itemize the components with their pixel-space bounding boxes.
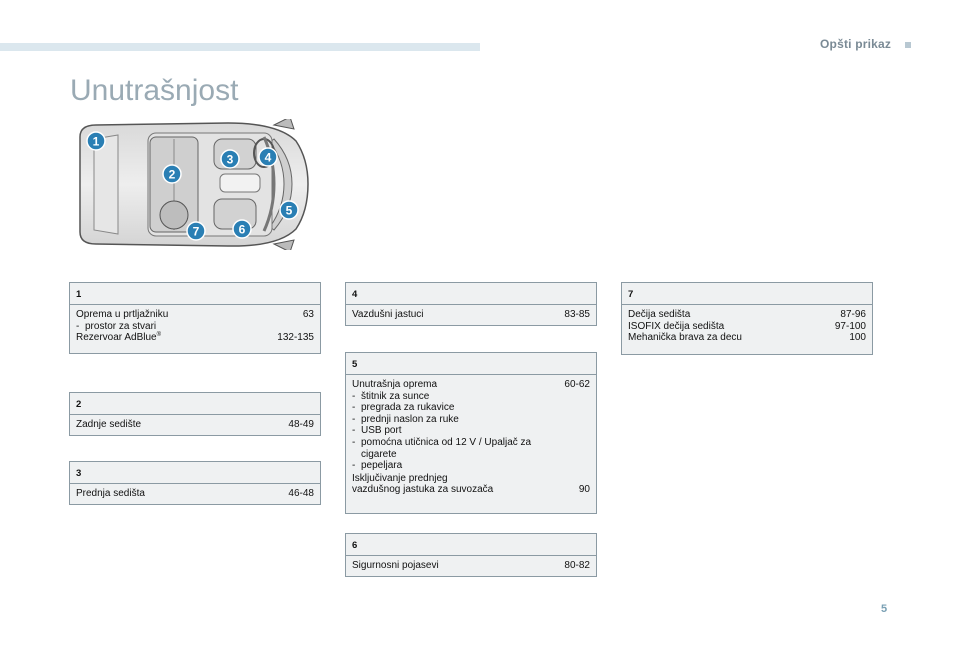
box-number: 6 xyxy=(346,534,596,556)
svg-text:1: 1 xyxy=(92,134,100,149)
callout-6 xyxy=(233,220,251,238)
list-item xyxy=(628,309,866,321)
list-item xyxy=(352,484,590,496)
page-ref: 63 xyxy=(302,309,314,320)
sub-item-label: USB port xyxy=(361,425,402,437)
callout-7 xyxy=(187,222,205,240)
item-label: Sigurnosni pojasevi xyxy=(352,560,439,571)
box-number: 5 xyxy=(346,353,596,375)
item-label: Unutrašnja oprema xyxy=(352,379,438,390)
page-number: 5 xyxy=(881,603,888,615)
info-box-1 xyxy=(69,282,321,354)
page-ref: 87-96 xyxy=(840,309,866,320)
sub-item: - štitnik za sunce xyxy=(352,390,430,402)
svg-text:5: 5 xyxy=(285,203,293,218)
svg-text:3: 3 xyxy=(226,152,234,167)
svg-text:2: 2 xyxy=(168,167,176,182)
callout-4 xyxy=(259,148,277,166)
page-ref: 60-62 xyxy=(564,379,590,390)
list-item xyxy=(628,332,866,344)
sub-item-label: pepeljara xyxy=(361,460,403,472)
section-marker xyxy=(905,42,911,48)
page-ref: 90 xyxy=(578,484,590,496)
info-box-5 xyxy=(345,352,597,514)
box-number: 7 xyxy=(622,283,872,305)
item-label: ISOFIX dečija sedišta xyxy=(628,320,725,332)
sub-item-label: pregrada za rukavice xyxy=(361,402,455,414)
box-number: 3 xyxy=(70,462,320,484)
item-label: Mehanička brava za decu xyxy=(628,332,742,344)
callout-1 xyxy=(87,132,105,150)
callout-5 xyxy=(280,201,298,219)
page-title: Unutrašnjost xyxy=(70,74,239,107)
page-ref: 80-82 xyxy=(564,560,590,571)
page-ref: 100 xyxy=(849,332,866,344)
item-label: Oprema u prtljažniku xyxy=(76,309,169,320)
info-box-7 xyxy=(621,282,873,355)
list-item xyxy=(352,379,590,391)
box-number: 1 xyxy=(70,283,320,305)
item-label: vazdušnog jastuka za suvozača xyxy=(352,484,494,496)
list-item xyxy=(76,332,314,344)
box-number: 2 xyxy=(70,393,320,415)
sub-item: - pepeljara xyxy=(352,460,403,472)
svg-text:6: 6 xyxy=(238,222,246,237)
item-label: Dečija sedišta xyxy=(628,309,691,320)
callout-3 xyxy=(221,150,239,168)
info-box-2 xyxy=(69,392,321,436)
list-item xyxy=(76,488,314,500)
header-bar xyxy=(0,43,480,51)
sub-item-continuation: cigarete xyxy=(361,448,397,460)
item-label: Prednja sedišta xyxy=(76,488,145,499)
sub-item: - prednji naslon za ruke xyxy=(352,413,459,425)
list-item xyxy=(352,560,590,572)
svg-text:7: 7 xyxy=(192,224,200,239)
callout-2 xyxy=(163,165,181,183)
section-label: Opšti prikaz xyxy=(820,37,892,51)
list-item xyxy=(76,419,314,431)
sub-item-label: štitnik za sunce xyxy=(361,390,430,402)
item-label: Vazdušni jastuci xyxy=(352,309,424,320)
item-label: Isključivanje prednjeg xyxy=(352,472,448,484)
list-item xyxy=(76,309,314,321)
list-item xyxy=(352,309,590,321)
info-box-6 xyxy=(345,533,597,577)
sub-item: - pomoćna utičnica od 12 V / Upaljač za xyxy=(352,436,532,448)
sub-item-label: prednji naslon za ruke xyxy=(361,413,459,425)
page-ref: 83-85 xyxy=(564,309,590,320)
car-interior-illustration xyxy=(78,119,310,250)
box-number: 4 xyxy=(346,283,596,305)
registered-mark: ® xyxy=(156,332,162,339)
sub-item: - prostor za stvari xyxy=(76,320,157,332)
page-ref: 46-48 xyxy=(288,488,314,499)
page-ref: 48-49 xyxy=(288,419,314,430)
page-ref: 97-100 xyxy=(834,320,866,332)
svg-text:4: 4 xyxy=(264,150,272,165)
item-label: Rezervoar AdBlue® xyxy=(76,332,162,344)
item-label: Zadnje sedište xyxy=(76,419,142,430)
info-box-3 xyxy=(69,461,321,505)
sub-item: - USB port xyxy=(352,425,402,437)
list-item xyxy=(628,321,866,333)
page-ref: 132-135 xyxy=(277,332,314,344)
sub-item-label: prostor za stvari xyxy=(85,320,157,332)
sub-item-label: pomoćna utičnica od 12 V / Upaljač za xyxy=(361,436,532,448)
car-top-view xyxy=(78,119,310,250)
sub-item: - pregrada za rukavice xyxy=(352,402,455,414)
info-box-4 xyxy=(345,282,597,326)
